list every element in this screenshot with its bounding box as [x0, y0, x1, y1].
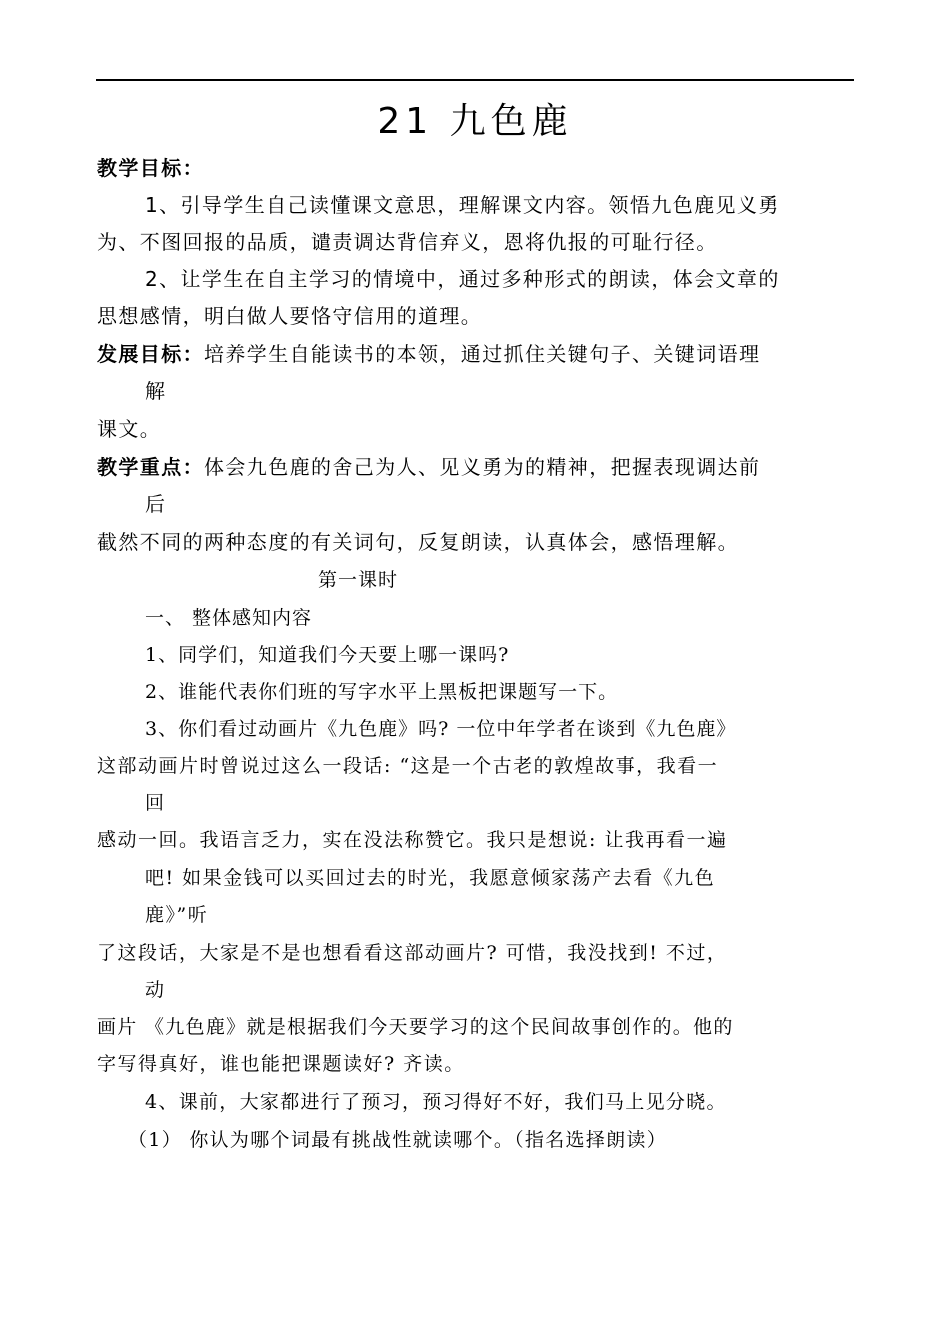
objective-2-line-1: 2、让学生在自主学习的情境中，通过多种形式的朗读，体会文章的	[145, 267, 780, 291]
lesson-heading: 第一课时	[318, 569, 399, 591]
page-title: 21 九色鹿	[377, 101, 573, 142]
header-rule	[96, 79, 854, 81]
key-points-line-2: 后	[145, 492, 167, 516]
development-heading: 发展目标：	[97, 342, 204, 366]
development-line-1: 培养学生自能读书的本领，通过抓住关键句子、关键词语理	[204, 342, 761, 366]
step-3-line-2: 这部动画片时曾说过这么一段话: “这是一个古老的敦煌故事，我看一	[97, 755, 719, 777]
step-3-line-7: 了这段话，大家是不是也想看看这部动画片? 可惜，我没找到! 不过，	[97, 942, 728, 964]
step-4-sub-1: （1） 你认为哪个词最有挑战性就读哪个。（指名选择朗读）	[128, 1129, 668, 1151]
development-line-3: 课文。	[97, 417, 162, 441]
key-points-heading: 教学重点：	[97, 455, 204, 479]
step-3-line-9: 画片 《九色鹿》就是根据我们今天要学习的这个民间故事创作的。他的	[97, 1016, 734, 1038]
step-3-line-4: 感动一回。我语言乏力，实在没法称赞它。我只是想说: 让我再看一遍	[97, 829, 728, 851]
objective-1-line-1: 1、引导学生自己读懂课文意思，理解课文内容。领悟九色鹿见义勇	[145, 193, 780, 217]
step-1: 1、同学们，知道我们今天要上哪一课吗?	[145, 644, 510, 666]
objective-2-line-2: 思想感情，明白做人要恪守信用的道理。	[97, 304, 483, 328]
development-line-2: 解	[145, 379, 167, 403]
step-2: 2、谁能代表你们班的写字水平上黑板把课题写一下。	[145, 681, 619, 703]
key-points-line-1: 体会九色鹿的舍己为人、见义勇为的精神，把握表现调达前	[204, 455, 761, 479]
step-3-line-5: 吧! 如果金钱可以买回过去的时光，我愿意倾家荡产去看《九色	[145, 867, 716, 889]
objectives-heading: 教学目标：	[97, 156, 204, 180]
key-points	[97, 453, 760, 481]
development-goal	[97, 340, 760, 368]
step-3-line-8: 动	[145, 979, 166, 1001]
section-1-heading: 一、 整体感知内容	[145, 607, 313, 629]
key-points-line-3: 截然不同的两种态度的有关词句，反复朗读，认真体会，感悟理解。	[97, 530, 739, 554]
step-3-line-10: 字写得真好，谁也能把课题读好? 齐读。	[97, 1053, 465, 1075]
step-3-line-3: 回	[145, 792, 166, 814]
objective-1-line-2: 为、不图回报的品质，谴责调达背信弃义，恩将仇报的可耻行径。	[97, 230, 718, 254]
step-3-line-6: 鹿》”听	[145, 904, 209, 926]
step-3-line-1: 3、你们看过动画片《九色鹿》吗? 一位中年学者在谈到《九色鹿》	[145, 718, 737, 740]
step-4: 4、课前，大家都进行了预习，预习得好不好，我们马上见分晓。	[145, 1091, 727, 1113]
